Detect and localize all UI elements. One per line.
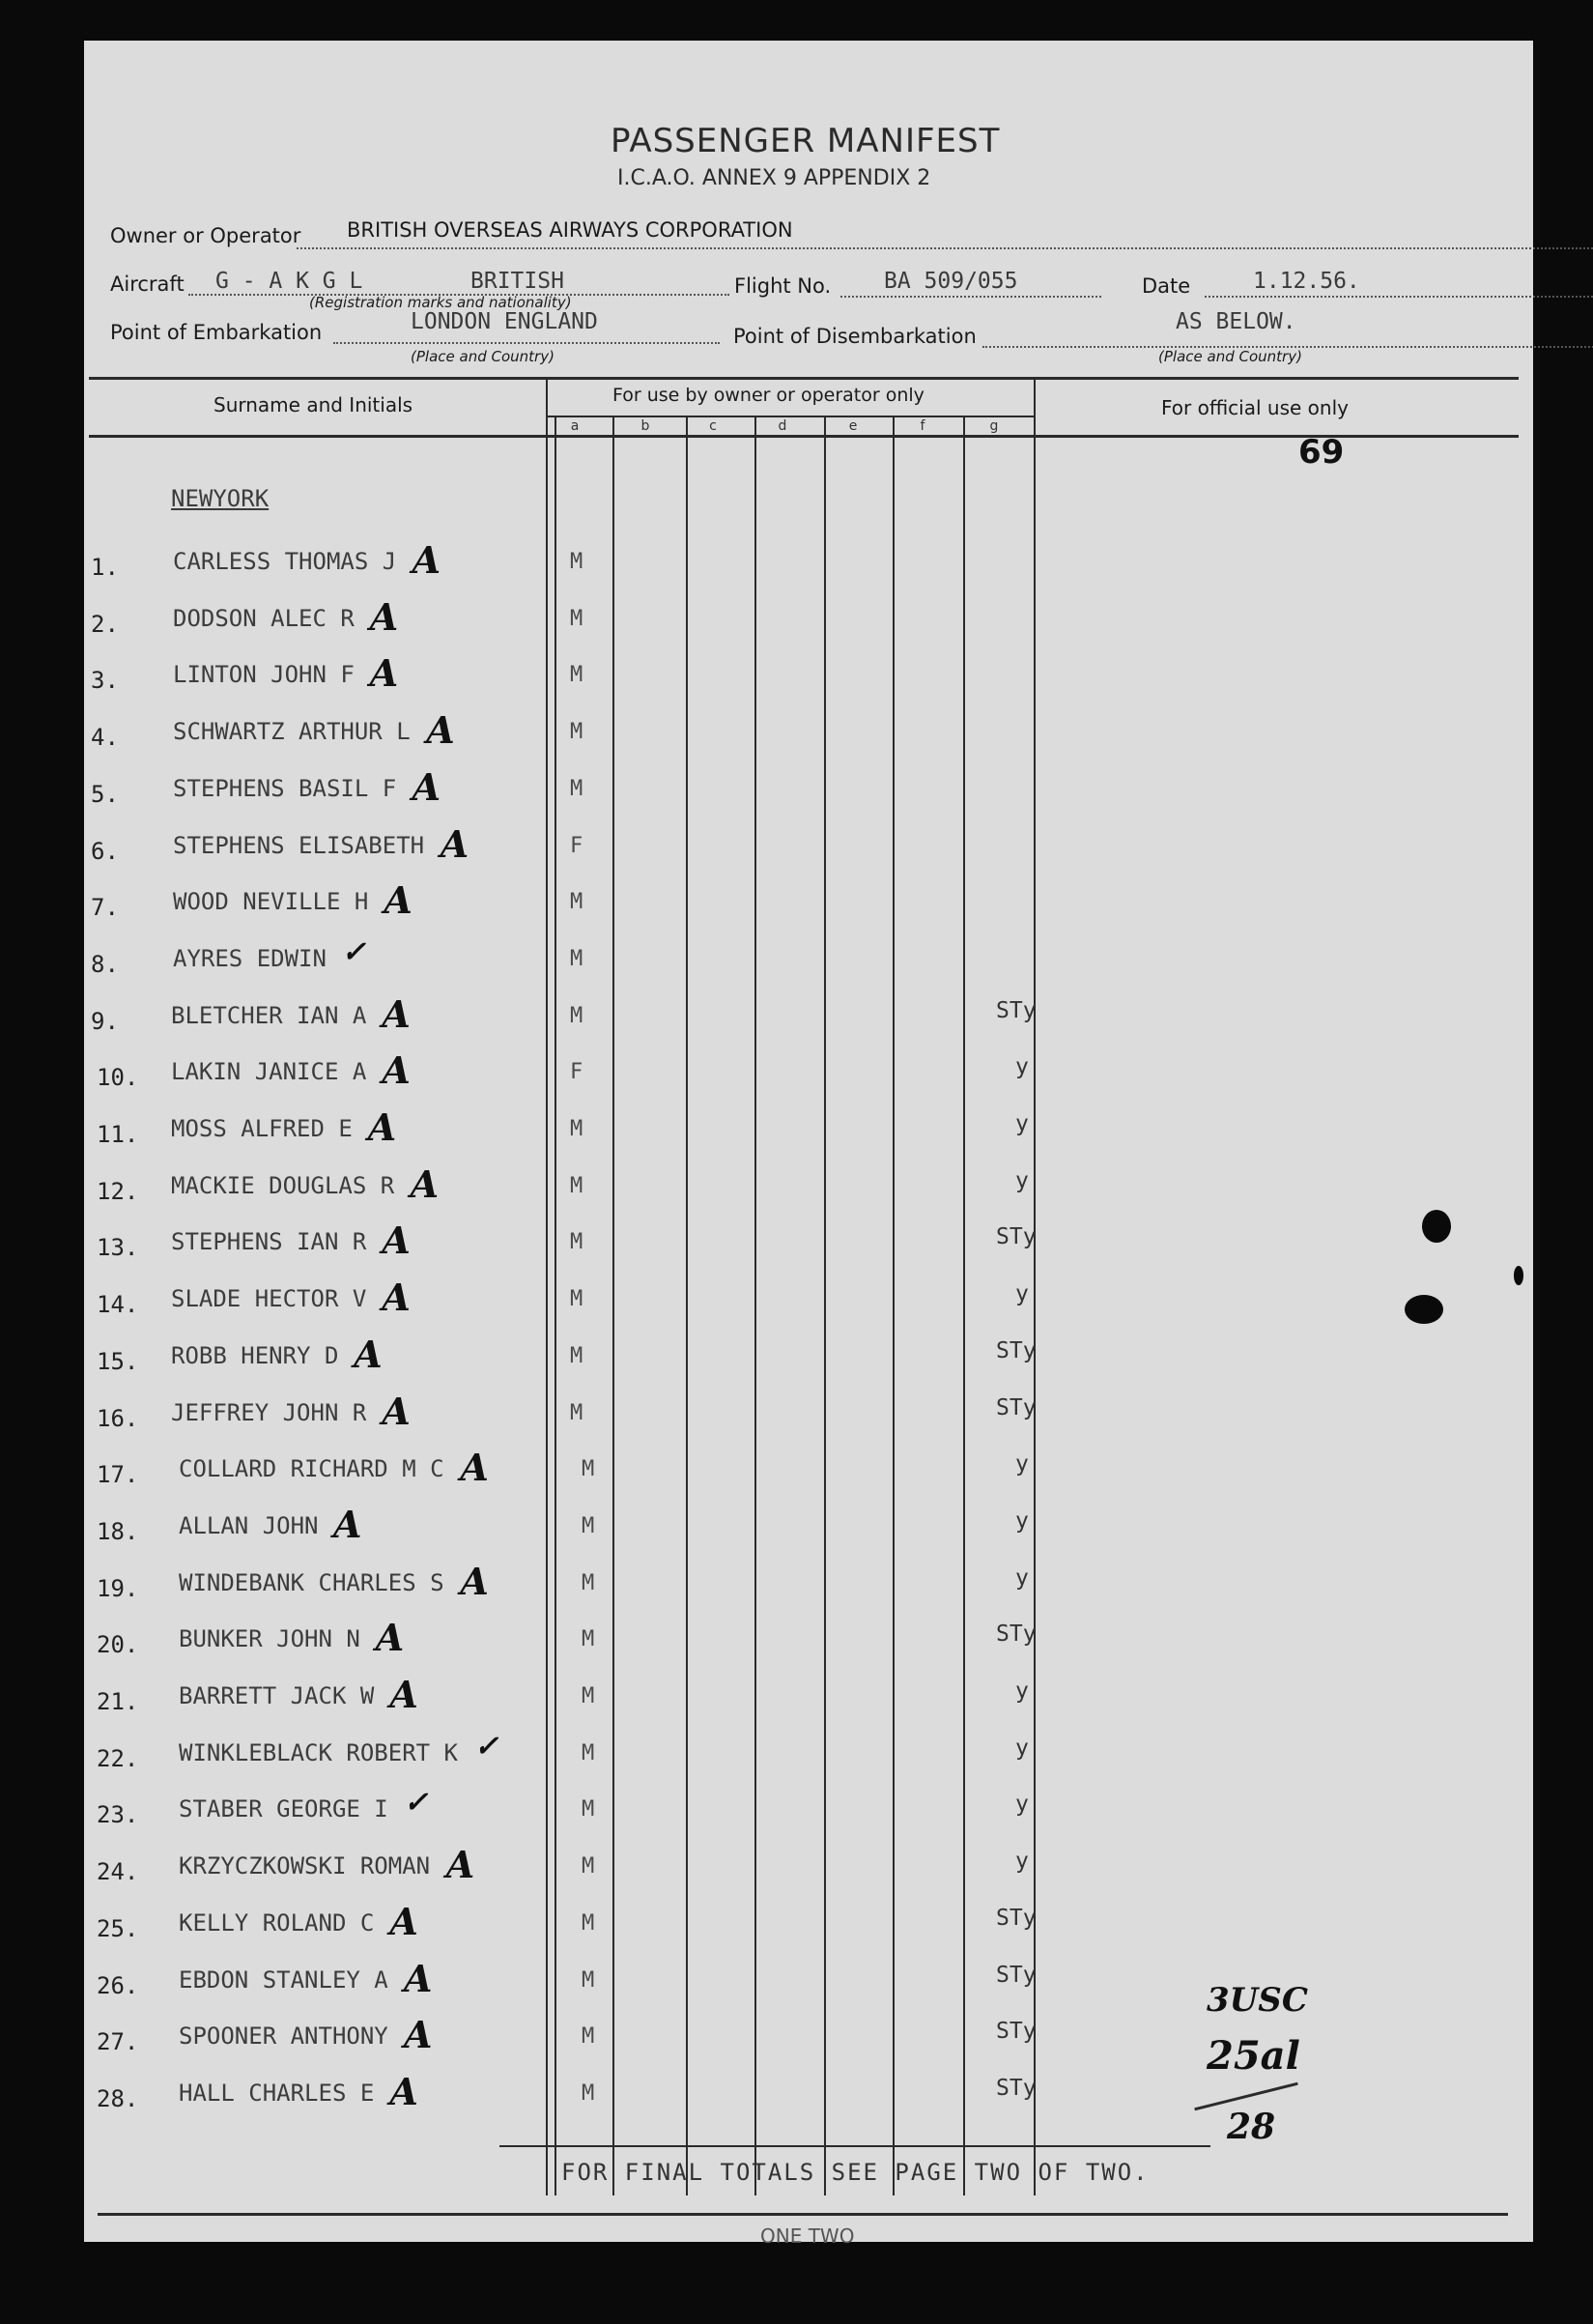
- passenger-number: 15.: [97, 1348, 139, 1375]
- passenger-sex: M: [582, 2024, 595, 2049]
- passenger-sex: F: [570, 1060, 583, 1084]
- passenger-sex: M: [570, 1174, 583, 1198]
- surname-column-header: Surname and Initials: [213, 393, 413, 416]
- check-mark: A: [389, 2070, 418, 2113]
- passenger-name: WINDEBANK CHARLES S: [179, 1569, 444, 1596]
- check-mark: A: [382, 1276, 411, 1319]
- check-mark: A: [354, 1333, 383, 1376]
- passenger-number: 12.: [97, 1178, 139, 1205]
- passenger-class-code: y: [1015, 1849, 1029, 1874]
- passenger-number: 10.: [97, 1064, 139, 1091]
- passenger-name: STEPHENS IAN R: [171, 1228, 367, 1255]
- passenger-class-code: y: [1015, 1792, 1029, 1817]
- official-number: 69: [1298, 433, 1345, 472]
- passenger-number: 11.: [97, 1121, 139, 1148]
- passenger-number: 14.: [97, 1291, 139, 1318]
- passenger-number: 19.: [97, 1575, 139, 1602]
- page-subtitle: I.C.A.O. ANNEX 9 APPENDIX 2: [617, 166, 931, 190]
- flight-dotted-line: [840, 296, 1101, 298]
- passenger-sex: M: [570, 1117, 583, 1141]
- column-rule-f-g: [963, 417, 965, 2195]
- passenger-name: EBDON STANLEY A: [179, 1966, 388, 1994]
- operator-column-header: For use by owner or operator only: [612, 385, 925, 406]
- passenger-number: 4.: [91, 724, 119, 751]
- subcolumn-g: g: [989, 418, 999, 434]
- passenger-name: KELLY ROLAND C: [179, 1909, 375, 1937]
- check-mark: A: [367, 1105, 397, 1149]
- flight-label: Flight No.: [734, 274, 832, 298]
- passenger-number: 9.: [91, 1008, 119, 1035]
- tally-line-1: 3USC: [1207, 1981, 1308, 2020]
- passenger-name: BARRETT JACK W: [179, 1682, 375, 1709]
- passenger-sex: M: [582, 1741, 595, 1765]
- check-mark: A: [382, 1219, 411, 1262]
- check-mark: A: [412, 538, 441, 582]
- passenger-sex: M: [582, 1911, 595, 1936]
- date-label: Date: [1142, 274, 1191, 298]
- owner-dotted-line: [297, 247, 1593, 249]
- registration-note: (Registration marks and nationality): [309, 294, 572, 311]
- disembarkation-value: AS BELOW.: [1176, 309, 1296, 334]
- passenger-class-code: y: [1015, 1168, 1029, 1193]
- passenger-number: 23.: [97, 1801, 139, 1828]
- passenger-class-code: STy: [996, 2019, 1037, 2044]
- check-mark: A: [412, 765, 441, 809]
- passenger-sex: M: [582, 1457, 595, 1481]
- passenger-name: DODSON ALEC R: [173, 605, 355, 632]
- check-mark: A: [369, 595, 399, 639]
- check-mark: A: [382, 992, 411, 1036]
- passenger-class-code: y: [1015, 1508, 1029, 1534]
- check-mark: A: [404, 1957, 433, 2000]
- passenger-name: STABER GEORGE I: [179, 1795, 388, 1822]
- passenger-class-code: y: [1015, 1451, 1029, 1477]
- passenger-name: KRZYCZKOWSKI ROMAN: [179, 1852, 431, 1879]
- passenger-name: LINTON JOHN F: [173, 661, 355, 688]
- passenger-class-code: STy: [996, 998, 1037, 1023]
- manifest-page: [84, 41, 1533, 2248]
- check-mark: A: [333, 1503, 362, 1546]
- column-rule-left-inner: [555, 417, 556, 2195]
- passenger-name: LAKIN JANICE A: [171, 1058, 367, 1085]
- passenger-sex: M: [582, 1684, 595, 1708]
- passenger-sex: M: [570, 1287, 583, 1311]
- check-mark: A: [389, 1900, 418, 1943]
- passenger-sex: M: [570, 1004, 583, 1028]
- passenger-name: STEPHENS BASIL F: [173, 775, 397, 802]
- column-rule-left: [546, 379, 548, 2195]
- passenger-number: 13.: [97, 1234, 139, 1261]
- passenger-sex: M: [570, 663, 583, 687]
- subcolumn-e: e: [848, 418, 858, 434]
- owner-label: Owner or Operator: [110, 224, 301, 247]
- aircraft-nationality: BRITISH: [470, 269, 564, 294]
- passenger-class-code: STy: [996, 1338, 1037, 1363]
- passenger-name: ROBB HENRY D: [171, 1342, 339, 1369]
- ink-blot: [1405, 1295, 1443, 1324]
- aircraft-label: Aircraft: [110, 273, 185, 296]
- passenger-name: MACKIE DOUGLAS R: [171, 1172, 395, 1199]
- passenger-name: MOSS ALFRED E: [171, 1115, 353, 1142]
- subcolumn-d: d: [778, 418, 787, 434]
- check-mark: ✓: [341, 935, 366, 969]
- passenger-number: 8.: [91, 951, 119, 978]
- passenger-number: 16.: [97, 1405, 139, 1432]
- subcolumn-f: f: [920, 418, 925, 434]
- passenger-class-code: y: [1015, 1111, 1029, 1136]
- passenger-sex: M: [582, 1797, 595, 1822]
- passenger-number: 27.: [97, 2028, 139, 2055]
- check-mark: ✓: [404, 1786, 429, 1820]
- check-mark: A: [410, 1162, 440, 1206]
- ink-blot: [1514, 1266, 1523, 1285]
- column-rule-a-b: [612, 417, 614, 2195]
- date-dotted-line: [1205, 296, 1593, 298]
- passenger-name: SLADE HECTOR V: [171, 1285, 367, 1312]
- passenger-name: AYRES EDWIN: [173, 945, 327, 972]
- subcolumn-b: b: [640, 418, 650, 434]
- passenger-sex: M: [582, 1627, 595, 1651]
- passenger-name: BUNKER JOHN N: [179, 1625, 360, 1652]
- passenger-sex: M: [570, 777, 583, 801]
- passenger-name: STEPHENS ELISABETH: [173, 832, 425, 859]
- passenger-sex: M: [582, 1854, 595, 1879]
- operator-subheader-rule: [546, 416, 1035, 417]
- passenger-number: 21.: [97, 1688, 139, 1715]
- check-mark: A: [382, 1048, 411, 1092]
- destination-heading: NEWYORK: [171, 485, 270, 512]
- ink-blot: [1422, 1210, 1451, 1243]
- footer-top-rule: [499, 2145, 1210, 2147]
- official-column-header: For official use only: [1161, 396, 1349, 419]
- check-mark: A: [426, 708, 455, 752]
- passenger-number: 7.: [91, 894, 119, 921]
- embarkation-note: (Place and Country): [411, 348, 555, 365]
- passenger-name: ALLAN JOHN: [179, 1512, 319, 1539]
- passenger-sex: M: [570, 1230, 583, 1254]
- column-rule-c-d: [754, 417, 756, 2195]
- check-mark: A: [382, 1390, 411, 1433]
- passenger-name: CARLESS THOMAS J: [173, 548, 397, 575]
- check-mark: ✓: [474, 1730, 499, 1764]
- passenger-number: 5.: [91, 781, 119, 808]
- passenger-sex: M: [570, 1401, 583, 1425]
- passenger-sex: M: [582, 1968, 595, 1993]
- passenger-number: 26.: [97, 1972, 139, 1999]
- table-top-rule: [89, 377, 1519, 380]
- page-fragment-text: ONE TWO: [760, 2224, 855, 2248]
- column-rule-d-e: [824, 417, 826, 2195]
- passenger-class-code: STy: [996, 1395, 1037, 1420]
- passenger-number: 22.: [97, 1745, 139, 1772]
- passenger-name: JEFFREY JOHN R: [171, 1399, 367, 1426]
- passenger-class-code: STy: [996, 1906, 1037, 1931]
- passenger-name: WINKLEBLACK ROBERT K: [179, 1739, 458, 1766]
- passenger-name: WOOD NEVILLE H: [173, 888, 369, 915]
- passenger-number: 18.: [97, 1518, 139, 1545]
- passenger-sex: M: [570, 1344, 583, 1368]
- passenger-sex: M: [570, 720, 583, 744]
- passenger-number: 3.: [91, 667, 119, 694]
- disembarkation-label: Point of Disembarkation: [733, 325, 977, 348]
- passenger-number: 17.: [97, 1461, 139, 1488]
- passenger-sex: M: [570, 947, 583, 971]
- embarkation-value: LONDON ENGLAND: [411, 309, 598, 334]
- check-mark: A: [384, 878, 412, 922]
- flight-number: BA 509/055: [884, 269, 1018, 294]
- passenger-class-code: STy: [996, 1963, 1037, 1988]
- check-mark: A: [389, 1673, 418, 1716]
- check-mark: A: [460, 1560, 489, 1603]
- embarkation-dotted-line: [333, 342, 720, 344]
- passenger-name: HALL CHARLES E: [179, 2080, 375, 2107]
- date-value: 1.12.56.: [1253, 269, 1360, 294]
- aircraft-registration: G - A K G L: [215, 269, 363, 294]
- passenger-class-code: y: [1015, 1565, 1029, 1591]
- passenger-sex: M: [582, 1514, 595, 1538]
- subcolumn-a: a: [570, 418, 580, 434]
- tally-line-2: 25al: [1207, 2033, 1300, 2079]
- check-mark: A: [460, 1446, 489, 1489]
- embarkation-label: Point of Embarkation: [110, 321, 323, 344]
- passenger-class-code: STy: [996, 1224, 1037, 1249]
- subcolumn-c: c: [709, 418, 717, 434]
- check-mark: A: [440, 822, 469, 866]
- check-mark: A: [404, 2013, 433, 2056]
- passenger-class-code: y: [1015, 1736, 1029, 1761]
- passenger-name: SPOONER ANTHONY: [179, 2023, 388, 2050]
- page-title: PASSENGER MANIFEST: [611, 122, 1001, 160]
- check-mark: A: [369, 651, 399, 695]
- passenger-number: 6.: [91, 838, 119, 865]
- owner-value: BRITISH OVERSEAS AIRWAYS CORPORATION: [347, 218, 793, 242]
- disembarkation-note: (Place and Country): [1158, 348, 1302, 365]
- passenger-class-code: STy: [996, 1621, 1037, 1647]
- passenger-sex: M: [582, 1571, 595, 1595]
- passenger-sex: M: [570, 607, 583, 631]
- passenger-number: 24.: [97, 1858, 139, 1885]
- passenger-number: 28.: [97, 2085, 139, 2112]
- passenger-number: 1.: [91, 554, 119, 581]
- passenger-class-code: y: [1015, 1678, 1029, 1704]
- final-totals-note: FOR FINAL TOTALS SEE PAGE TWO OF TWO.: [561, 2159, 1150, 2186]
- column-rule-b-c: [686, 417, 688, 2195]
- tally-total: 28: [1227, 2107, 1276, 2147]
- passenger-class-code: y: [1015, 1281, 1029, 1306]
- passenger-sex: M: [570, 890, 583, 914]
- passenger-sex: F: [570, 834, 583, 858]
- passenger-name: SCHWARTZ ARTHUR L: [173, 718, 411, 745]
- page-bottom-rule: [98, 2213, 1508, 2216]
- passenger-class-code: y: [1015, 1054, 1029, 1079]
- passenger-sex: M: [570, 550, 583, 574]
- passenger-class-code: STy: [996, 2076, 1037, 2101]
- check-mark: A: [445, 1843, 475, 1886]
- passenger-name: BLETCHER IAN A: [171, 1002, 367, 1029]
- passenger-name: COLLARD RICHARD M C: [179, 1455, 444, 1482]
- passenger-number: 20.: [97, 1631, 139, 1658]
- passenger-sex: M: [582, 2081, 595, 2106]
- check-mark: A: [375, 1616, 405, 1659]
- passenger-number: 2.: [91, 611, 119, 638]
- column-rule-e-f: [893, 417, 895, 2195]
- passenger-number: 25.: [97, 1915, 139, 1942]
